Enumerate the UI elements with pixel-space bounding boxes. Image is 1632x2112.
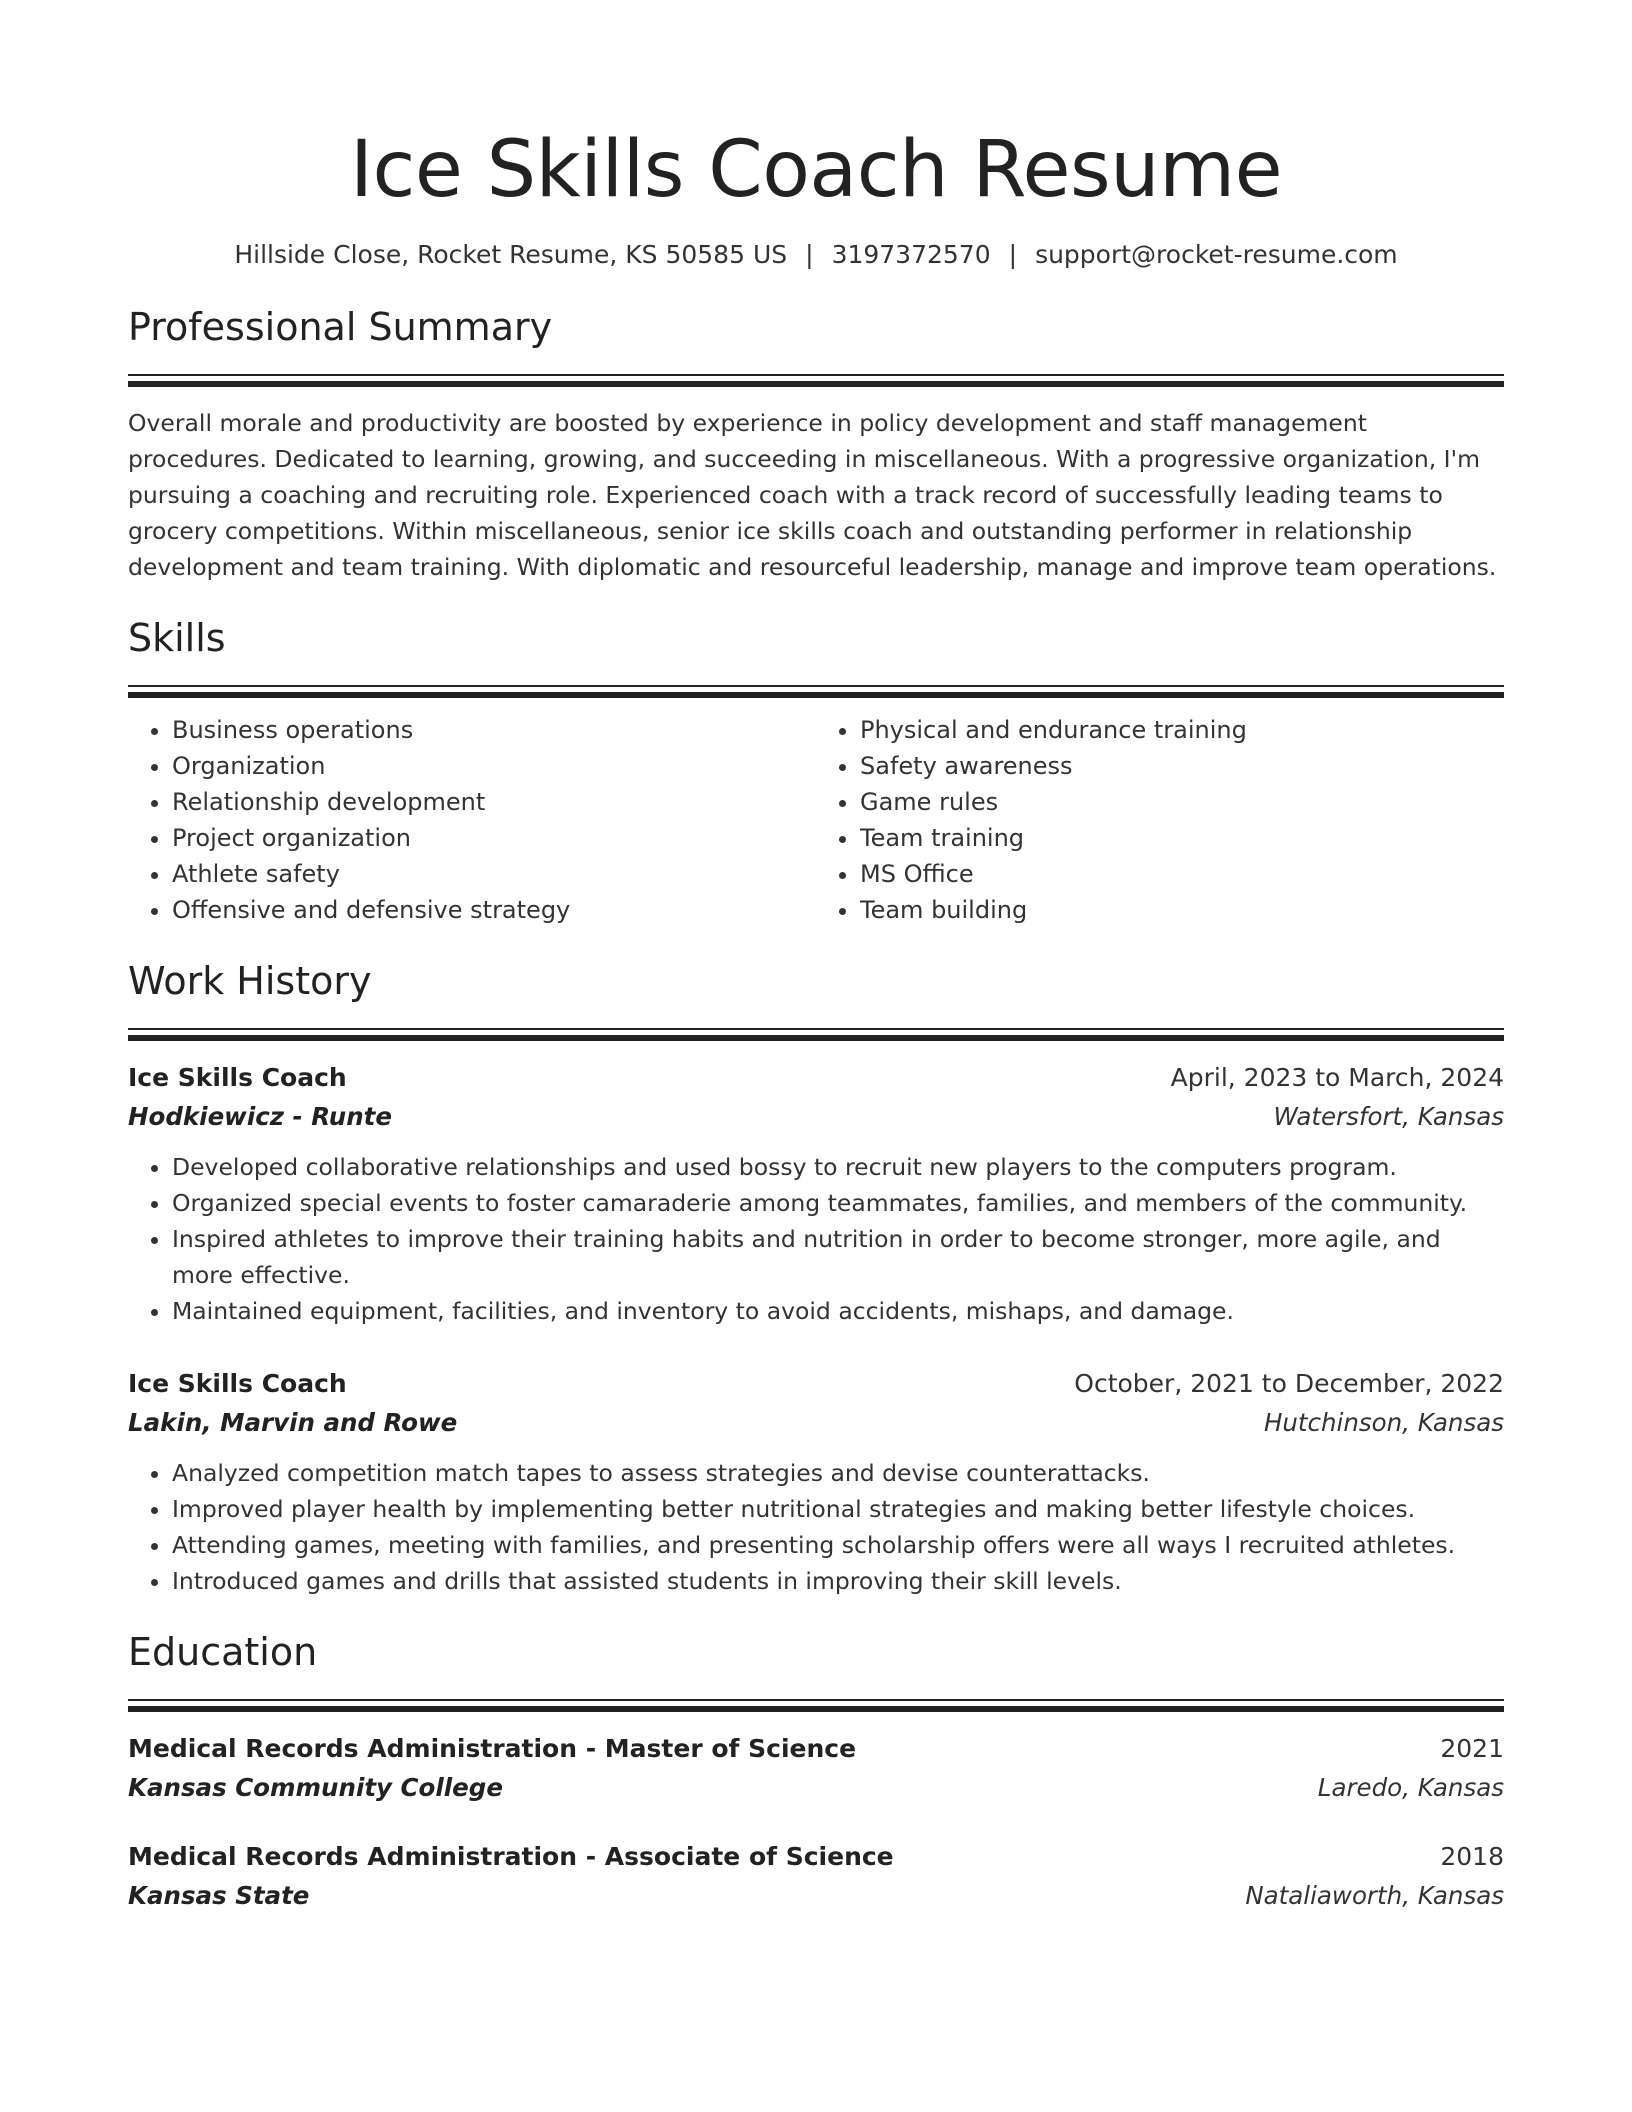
job-dates: April, 2023 to March, 2024 <box>1170 1063 1504 1092</box>
education-degree: Medical Records Administration - Master of Science <box>128 1734 857 1763</box>
job-company: Hodkiewicz - Runte <box>128 1102 392 1131</box>
skill-item: • MS Office <box>860 856 1504 892</box>
job-location: Watersfort, Kansas <box>1273 1102 1504 1131</box>
work-history-heading: Work History <box>128 959 372 1003</box>
education-section <box>128 1627 1504 1916</box>
section-divider <box>128 685 1504 698</box>
section-divider <box>128 374 1504 387</box>
skills-heading: Skills <box>128 616 226 660</box>
education-school-row <box>128 1768 1504 1808</box>
summary-heading: Professional Summary <box>128 305 553 349</box>
education-year: 2018 <box>1440 1842 1504 1871</box>
education-degree: Medical Records Administration - Associate of Science <box>128 1842 894 1871</box>
skill-item: • Business operations <box>172 712 816 748</box>
job-title: Ice Skills Coach <box>128 1063 347 1092</box>
job-dates: October, 2021 to December, 2022 <box>1074 1369 1504 1398</box>
skill-item: • Relationship development <box>172 784 816 820</box>
job-duty: • Introduced games and drills that assisted students in improving their skill levels. <box>172 1563 1504 1599</box>
job-duty: • Inspired athletes to improve their training habits and nutrition in order to become stronger, more agile, and more effective. <box>172 1221 1504 1293</box>
education-location: Nataliaworth, Kansas <box>1245 1881 1504 1910</box>
education-header <box>128 1730 1504 1768</box>
skills-list-right <box>816 712 1504 928</box>
education-school: Kansas Community College <box>128 1773 503 1802</box>
summary-text: Overall morale and productivity are boosted by experience in policy development and staff management procedures. Dedicated to learning, growing, and succeeding in miscellaneous. With a progressive organization, I'm pursuing a coaching and recruiting role. Experienced coach with a track record of successfully leading teams to grocery competitions. Within miscellaneous, senior ice skills coach and outstanding performer in relationship development and team training. With diplomatic and resourceful leadership, manage and improve team operations. <box>128 409 1497 581</box>
contact-phone: 3197372570 <box>831 240 991 269</box>
job-title: Ice Skills Coach <box>128 1369 347 1398</box>
skill-item: • Project organization <box>172 820 816 856</box>
skills-columns <box>128 712 1504 928</box>
education-entry <box>128 1730 1504 1808</box>
summary-section <box>128 302 1504 585</box>
skill-item: • Safety awareness <box>860 748 1504 784</box>
job-employer <box>128 1403 1504 1443</box>
work-history-section <box>128 956 1504 1599</box>
education-year: 2021 <box>1440 1734 1504 1763</box>
job-employer <box>128 1097 1504 1137</box>
contact-line <box>128 238 1504 272</box>
skill-item: • Team training <box>860 820 1504 856</box>
skill-item: • Athlete safety <box>172 856 816 892</box>
contact-separator: | <box>1008 240 1018 269</box>
job-duties <box>128 1149 1504 1329</box>
job-duty: • Attending games, meeting with families, and presenting scholarship offers were all ways I recruited athletes. <box>172 1527 1504 1563</box>
job-header <box>128 1059 1504 1097</box>
education-entry <box>128 1838 1504 1916</box>
job-location: Hutchinson, Kansas <box>1263 1408 1504 1437</box>
job-entry <box>128 1365 1504 1599</box>
contact-address: Hillside Close, Rocket Resume, KS 50585 US <box>234 240 788 269</box>
job-duty: • Maintained equipment, facilities, and inventory to avoid accidents, mishaps, and damage. <box>172 1293 1504 1329</box>
job-duty: • Organized special events to foster camaraderie among teammates, families, and members of the community. <box>172 1185 1504 1221</box>
skill-item: • Organization <box>172 748 816 784</box>
education-location: Laredo, Kansas <box>1317 1773 1504 1802</box>
job-duty: • Analyzed competition match tapes to assess strategies and devise counterattacks. <box>172 1455 1504 1491</box>
skill-item: • Game rules <box>860 784 1504 820</box>
job-company: Lakin, Marvin and Rowe <box>128 1408 458 1437</box>
resume-title: Ice Skills Coach Resume <box>349 125 1283 215</box>
section-divider <box>128 1699 1504 1712</box>
education-heading: Education <box>128 1630 318 1674</box>
education-school-row <box>128 1876 1504 1916</box>
skill-item: • Offensive and defensive strategy <box>172 892 816 928</box>
contact-separator: | <box>805 240 814 269</box>
section-divider <box>128 1028 1504 1041</box>
job-header <box>128 1365 1504 1403</box>
job-duties <box>128 1455 1504 1599</box>
education-school: Kansas State <box>128 1881 310 1910</box>
job-entry <box>128 1059 1504 1329</box>
job-duty: • Improved player health by implementing better nutritional strategies and making better lifestyle choices. <box>172 1491 1504 1527</box>
skill-item: • Physical and endurance training <box>860 712 1504 748</box>
education-header <box>128 1838 1504 1876</box>
skill-item: • Team building <box>860 892 1504 928</box>
contact-email: support@rocket-resume.com <box>1035 240 1398 269</box>
job-duty: • Developed collaborative relationships and used bossy to recruit new players to the computers program. <box>172 1149 1504 1185</box>
skills-list-left <box>128 712 816 928</box>
skills-section <box>128 613 1504 928</box>
